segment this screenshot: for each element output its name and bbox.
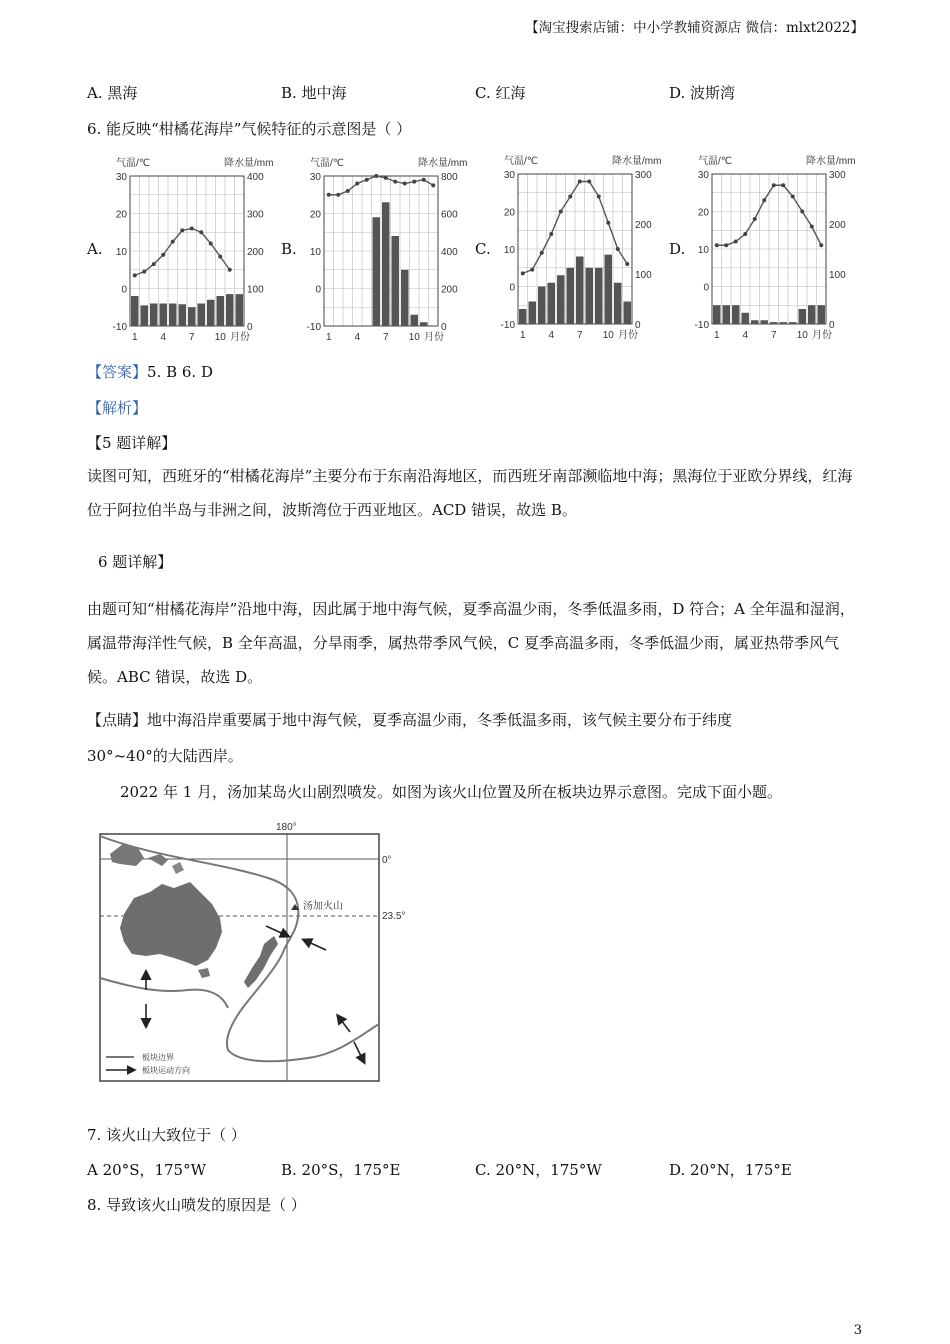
temp-tick-label: 20 — [503, 207, 515, 219]
temp-tick-label: 0 — [509, 282, 515, 294]
precip-bar — [723, 305, 731, 324]
climate-chart-c — [492, 148, 662, 344]
temp-point — [743, 232, 747, 236]
temp-point — [606, 221, 610, 225]
temp-point — [549, 232, 553, 236]
q6-option-c[interactable]: C. — [475, 240, 491, 258]
temp-tick-label: 30 — [115, 172, 127, 183]
q7-option-b[interactable]: B. 20°S，175°E — [281, 1161, 401, 1179]
precip-bar — [818, 305, 826, 324]
precip-bar — [207, 300, 215, 326]
x-unit-label: 月份 — [424, 332, 444, 343]
legend-boundary-label: 板块边界 — [142, 1053, 174, 1062]
q5-detail-text: 读图可知，西班牙的“柑橘花海岸”主要分布于东南沿海地区，而西班牙南部濒临地中海；黑海位于亚欧分界线，红海位于阿拉伯半岛与非洲之间，波斯湾位于西亚地区。ACD 错误，故选 B。 — [87, 467, 853, 519]
x-tick-label: 10 — [408, 332, 420, 343]
temp-point — [800, 210, 804, 214]
x-tick-label: 1 — [325, 332, 332, 343]
precip-bar — [529, 302, 537, 325]
precip-bar — [789, 322, 797, 324]
temp-point — [715, 243, 719, 247]
precip-bar — [420, 322, 428, 326]
precip-tick-label: 0 — [829, 320, 835, 331]
precip-tick-label: 100 — [247, 284, 264, 296]
precip-bar — [160, 304, 168, 327]
x-unit-label: 月份 — [812, 330, 832, 341]
precip-bar — [557, 275, 565, 324]
temp-point — [578, 180, 582, 184]
precip-bar — [401, 270, 409, 326]
temp-point — [781, 183, 785, 187]
q6-option-b[interactable]: B. — [281, 240, 297, 258]
temp-point — [228, 268, 232, 272]
q7-option-d[interactable]: D. 20°N，175°E — [669, 1161, 792, 1179]
precip-bar — [808, 305, 816, 324]
precip-tick-label: 100 — [829, 270, 846, 281]
climate-chart-b — [298, 150, 468, 346]
precip-bar — [624, 302, 632, 325]
temp-tick-label: -10 — [694, 320, 709, 331]
answer-tag: 【答案】 — [87, 363, 148, 381]
temp-point — [384, 176, 388, 180]
precip-bar — [411, 315, 419, 326]
temp-point — [133, 273, 137, 277]
temp-point — [597, 195, 601, 199]
temp-point — [540, 251, 544, 255]
precip-bar — [392, 236, 400, 326]
temp-point — [180, 228, 184, 232]
temp-point — [393, 180, 397, 184]
temp-tick-label: 10 — [503, 245, 515, 256]
x-tick-label: 1 — [713, 330, 720, 341]
temp-tick-label: -10 — [112, 322, 127, 333]
temp-point — [772, 183, 776, 187]
precip-bar — [595, 268, 603, 324]
precip-tick-label: 200 — [635, 220, 652, 231]
temp-tick-label: 10 — [309, 247, 321, 258]
temp-point — [190, 227, 194, 231]
precip-tick-label: 200 — [829, 220, 846, 231]
precip-tick-label: 0 — [635, 320, 641, 331]
precip-axis-title: 降水量/mm — [612, 156, 662, 167]
q6-option-d[interactable]: D. — [669, 240, 686, 258]
temp-point — [616, 247, 620, 251]
q5-option-c[interactable]: C. 红海 — [475, 84, 526, 102]
q6-detail-text: 由题可知“柑橘花海岸”沿地中海，因此属于地中海气候，夏季高温少雨，冬季低温多雨，D 符合；A 全年温和湿润，属温带海洋性气候，B 全年高温，分旱雨季，属热带季风气候，C 夏季高温多雨，冬季低温少雨，属亚热带季风气候。ABC 错误，故选 D。 — [87, 600, 855, 686]
precip-tick-label: 400 — [441, 247, 458, 258]
climate-chart-a — [104, 150, 274, 346]
precip-tick-label: 0 — [247, 322, 253, 333]
tip-line-1 — [87, 709, 732, 730]
x-tick-label: 7 — [770, 330, 777, 341]
temp-tick-label: -10 — [306, 322, 321, 333]
precip-tick-label: 600 — [441, 209, 458, 221]
q5-option-a[interactable]: A. 黑海 — [87, 84, 138, 102]
climate-chart-d — [686, 148, 856, 344]
precip-bar — [742, 313, 750, 324]
q7-stem: 7. 该火山大致位于（ ） — [87, 1126, 246, 1144]
precip-bar — [614, 283, 622, 324]
precip-axis-title: 降水量/mm — [806, 156, 856, 167]
precip-bar — [373, 217, 381, 326]
temp-point — [365, 178, 369, 182]
precip-bar — [732, 305, 740, 324]
precip-axis-title: 降水量/mm — [224, 158, 274, 169]
q6-stem: 6. 能反映“柑橘花海岸”气候特征的示意图是（ ） — [87, 120, 412, 138]
x-unit-label: 月份 — [618, 330, 638, 341]
analysis-tag: 【解析】 — [87, 399, 148, 417]
temp-tick-label: 20 — [309, 209, 321, 221]
precip-bar — [236, 294, 244, 326]
temp-point — [810, 225, 814, 229]
temp-tick-label: 10 — [115, 247, 127, 258]
temp-point — [336, 193, 340, 197]
meridian-label: 180° — [276, 822, 297, 833]
precip-bar — [548, 283, 556, 324]
precip-bar — [713, 305, 721, 324]
temp-point — [762, 198, 766, 202]
precip-bar — [131, 296, 139, 326]
temp-tick-label: -10 — [500, 320, 515, 331]
tonga-plate-map — [98, 818, 406, 1088]
precip-bar — [198, 304, 206, 327]
temp-point — [412, 180, 416, 184]
temp-point — [587, 180, 591, 184]
precip-bar — [567, 268, 575, 324]
temp-tick-label: 0 — [703, 282, 709, 294]
intro-text: 2022 年 1 月，汤加某岛火山剧烈喷发。如图为该火山位置及所在板块边界示意图。完成下面小题。 — [120, 783, 783, 801]
precip-bar — [141, 305, 149, 326]
temp-axis-title: 气温/℃ — [310, 158, 345, 169]
temp-point — [152, 262, 156, 266]
precip-bar — [382, 202, 390, 326]
x-tick-label: 4 — [548, 330, 555, 341]
q7-option-c[interactable]: C. 20°N，175°W — [475, 1161, 602, 1179]
equator-label: 0° — [382, 855, 392, 866]
precip-bar — [169, 304, 177, 327]
precip-tick-label: 0 — [441, 322, 447, 333]
precip-bar — [188, 307, 196, 326]
precip-tick-label: 400 — [247, 172, 264, 183]
precip-bar — [586, 268, 594, 324]
temp-point — [346, 189, 350, 193]
x-tick-label: 10 — [796, 330, 808, 341]
q6-option-a[interactable]: A. — [87, 240, 103, 258]
x-tick-label: 4 — [742, 330, 749, 341]
tropic-label: 23.5° — [382, 911, 406, 922]
q5-option-d[interactable]: D. 波斯湾 — [669, 84, 736, 102]
temp-point — [209, 242, 213, 246]
precip-tick-label: 300 — [829, 170, 846, 181]
page-number: 3 — [853, 1323, 862, 1338]
q5-option-b[interactable]: B. 地中海 — [281, 84, 347, 102]
x-tick-label: 7 — [382, 332, 389, 343]
temp-axis-title: 气温/℃ — [504, 156, 539, 167]
tip-line-2: 30°~40°的大陆西岸。 — [87, 747, 243, 765]
precip-bar — [751, 320, 759, 324]
precip-tick-label: 300 — [247, 209, 264, 221]
precip-bar — [780, 322, 788, 324]
tip-text: 地中海沿岸重要属于地中海气候，夏季高温少雨，冬季低温多雨，该气候主要分布于纬度 — [147, 711, 733, 729]
temp-tick-label: 30 — [503, 170, 515, 181]
precip-tick-label: 200 — [247, 247, 264, 258]
temp-point — [327, 193, 331, 197]
answer-text: 5. B 6. D — [147, 363, 213, 381]
temp-point — [530, 268, 534, 272]
x-unit-label: 月份 — [230, 332, 250, 343]
temp-point — [521, 271, 525, 275]
x-tick-label: 4 — [354, 332, 361, 343]
precip-bar — [226, 294, 234, 326]
precip-tick-label: 800 — [441, 172, 458, 183]
temp-point — [734, 240, 738, 244]
temp-point — [355, 182, 359, 186]
temp-point — [142, 270, 146, 274]
q7-option-a[interactable]: A 20°S，175°W — [87, 1161, 207, 1179]
precip-tick-label: 200 — [441, 284, 458, 296]
temp-tick-label: 10 — [697, 245, 709, 256]
temp-point — [403, 182, 407, 186]
temp-point — [161, 253, 165, 257]
precip-tick-label: 100 — [635, 270, 652, 281]
x-tick-label: 4 — [160, 332, 167, 343]
temp-point — [791, 195, 795, 199]
x-tick-label: 7 — [576, 330, 583, 341]
temp-point — [753, 217, 757, 221]
temp-point — [199, 230, 203, 234]
temp-axis-title: 气温/℃ — [698, 156, 733, 167]
precip-bar — [150, 304, 158, 327]
x-tick-label: 1 — [519, 330, 526, 341]
precip-bar — [799, 309, 807, 324]
temp-point — [819, 243, 823, 247]
temp-axis-title: 气温/℃ — [116, 158, 151, 169]
temp-tick-label: 20 — [115, 209, 127, 221]
tip-tag: 【点睛】 — [87, 711, 148, 729]
temp-point — [431, 183, 435, 187]
q6-detail-title: 6 题详解】 — [98, 553, 173, 571]
precip-tick-label: 300 — [635, 170, 652, 181]
precip-bar — [605, 255, 613, 324]
temp-point — [724, 243, 728, 247]
page-header: 【淘宝搜索店铺：中小学教辅资源店 微信：mlxt2022】 — [525, 20, 864, 36]
temp-tick-label: 20 — [697, 207, 709, 219]
temp-point — [625, 262, 629, 266]
temp-point — [568, 195, 572, 199]
precip-axis-title: 降水量/mm — [418, 158, 468, 169]
q8-stem: 8. 导致该火山喷发的原因是（ ） — [87, 1196, 306, 1214]
temp-tick-label: 30 — [697, 170, 709, 181]
x-tick-label: 1 — [131, 332, 138, 343]
temp-point — [559, 210, 563, 214]
answer-line — [87, 361, 213, 382]
x-tick-label: 10 — [602, 330, 614, 341]
precip-bar — [761, 320, 769, 324]
x-tick-label: 10 — [214, 332, 226, 343]
temp-point — [218, 255, 222, 259]
precip-bar — [217, 296, 225, 326]
temp-tick-label: 30 — [309, 172, 321, 183]
x-tick-label: 7 — [188, 332, 195, 343]
temp-point — [374, 174, 378, 178]
temp-point — [171, 240, 175, 244]
volcano-label: 汤加火山 — [303, 901, 343, 912]
legend-motion-label: 板块运动方向 — [142, 1066, 190, 1075]
temp-tick-label: 0 — [315, 284, 321, 296]
precip-bar — [538, 287, 546, 325]
q5-detail-title: 【5 题详解】 — [87, 434, 177, 452]
precip-bar — [576, 257, 584, 325]
temp-point — [422, 178, 426, 182]
temp-tick-label: 0 — [121, 284, 127, 296]
precip-bar — [179, 304, 187, 326]
precip-bar — [519, 309, 527, 324]
precip-bar — [770, 322, 778, 324]
